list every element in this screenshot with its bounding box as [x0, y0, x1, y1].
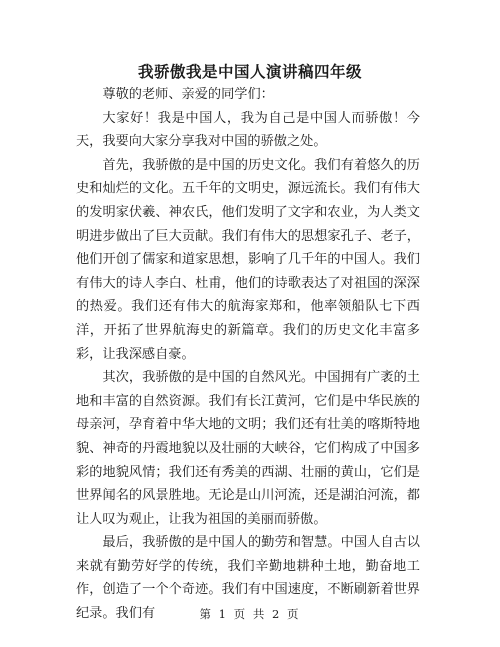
paragraph-people: 最后，我骄傲的是中国人的勤劳和智慧。中国人自古以来就有勤劳好学的传统，我们辛勤地耕种土地，勤奋地工作，创造了一个个奇迹。我们有中国速度，不断刷新着世界纪录。我们有 — [76, 535, 420, 622]
greeting-line: 尊敬的老师、亲爱的同学们： — [102, 87, 274, 102]
paragraph-intro: 大家好！我是中国人，我为自己是中国人而骄傲！今天，我要向大家分享我对中国的骄傲之处。 — [76, 110, 420, 150]
page-footer: 第 1 页 共 2 页 — [199, 607, 301, 621]
document-body — [76, 83, 420, 626]
paragraph-history: 首先，我骄傲的是中国的历史文化。我们有着悠久的历史和灿烂的文化。五千年的文明史，源远流长。我们有伟大的发明家伏羲、神农氏，他们发明了文字和农业，为人类文明进步做出了巨大贡献。我们有伟大的思想家孔子、老子，他们开创了儒家和道家思想，影响了几千年的中国人。我们有伟大的诗人李白、杜甫，他们的诗歌表达了对祖国的深深的热爱。我们还有伟大的航海家郑和，他率领船队七下西洋，开拓了世界航海史的新篇章。我们的历史文化丰富多彩，让我深感自豪。 — [76, 157, 420, 362]
page-title: 我骄傲我是中国人演讲稿四年级 — [137, 63, 362, 81]
paragraph-nature: 其次，我骄傲的是中国的自然风光。中国拥有广袤的土地和丰富的自然资源。我们有长江黄河，它们是中华民族的母亲河，孕育着中华大地的文明；我们还有壮美的喀斯特地貌、神奇的丹霞地貌以及壮丽的大峡谷，它们构成了中国多彩的地貌风情；我们还有秀美的西湖、壮丽的黄山，它们是世界闻名的风景胜地。无论是山川河流，还是湖泊河流，都让人叹为观止，让我为祖国的美丽而骄傲。 — [76, 370, 420, 527]
